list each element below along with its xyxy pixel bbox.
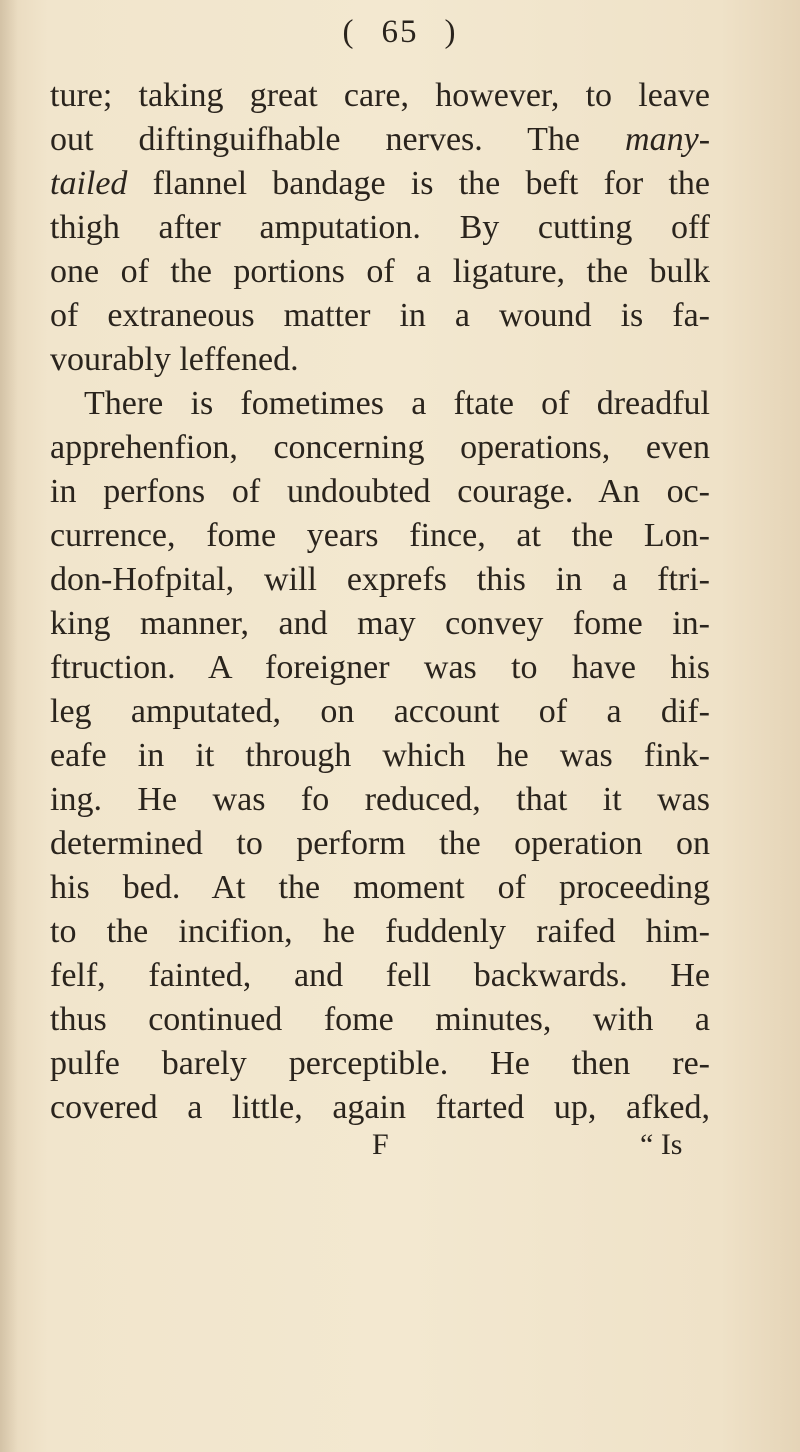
header-close-paren: ): [444, 14, 458, 50]
text-line-4: thigh after amputation. By cutting off: [50, 209, 710, 246]
text-line-8: There is fometimes a ftate of dreadful: [84, 385, 710, 422]
text-line-2: [50, 120, 710, 160]
page-footer: [0, 1128, 800, 1168]
text-line-21: felf, fainted, and fell backwards. He: [50, 957, 710, 994]
page-number: 65: [381, 14, 419, 50]
text-line-24: covered a little, again ftarted up, afked,: [50, 1089, 710, 1126]
text-line-7: vourably leffened.: [50, 341, 299, 378]
text-line-19: his bed. At the moment of proceeding: [50, 869, 710, 906]
text-line-3-roman: flannel bandage is the beft for the: [127, 165, 710, 202]
text-line-23: pulfe barely perceptible. He then re-: [50, 1045, 710, 1082]
text-line-22: thus continued fome minutes, with a: [50, 1001, 710, 1038]
text-line-9: apprehenfion, concerning operations, even: [50, 429, 710, 466]
text-line-1: ture; taking great care, however, to leave: [50, 77, 710, 114]
text-line-15: leg amputated, on account of a dif-: [50, 693, 710, 730]
text-line-16: eafe in it through which he was fink-: [50, 737, 710, 774]
text-line-14: ftruction. A foreigner was to have his: [50, 649, 710, 686]
text-line-12: don-Hofpital, will exprefs this in a ftri-: [50, 561, 710, 598]
text-line-11: currence, fome years fince, at the Lon-: [50, 517, 710, 554]
text-line-5: one of the portions of a ligature, the bulk: [50, 253, 710, 290]
text-line-2-roman: out diftinguifhable nerves. The: [50, 121, 581, 158]
page-gutter-shadow: [0, 0, 18, 1452]
text-line-13: king manner, and may convey fome in-: [50, 605, 710, 642]
text-line-18: determined to perform the operation on: [50, 825, 710, 862]
signature-mark: F: [372, 1128, 389, 1161]
text-line-10: in perfons of undoubted courage. An oc-: [50, 473, 710, 510]
text-line-6: of extraneous matter in a wound is fa-: [50, 297, 710, 334]
header-open-paren: (: [342, 14, 356, 50]
text-line-3-italic: tailed: [50, 165, 128, 202]
page-header: [0, 14, 800, 51]
text-line-17: ing. He was fo reduced, that it was: [50, 781, 710, 818]
text-line-2-italic: many-: [625, 121, 711, 158]
text-line-3: [50, 164, 710, 204]
text-line-20: to the incifion, he fuddenly raifed him-: [50, 913, 710, 950]
catchword: “ Is: [640, 1128, 683, 1161]
